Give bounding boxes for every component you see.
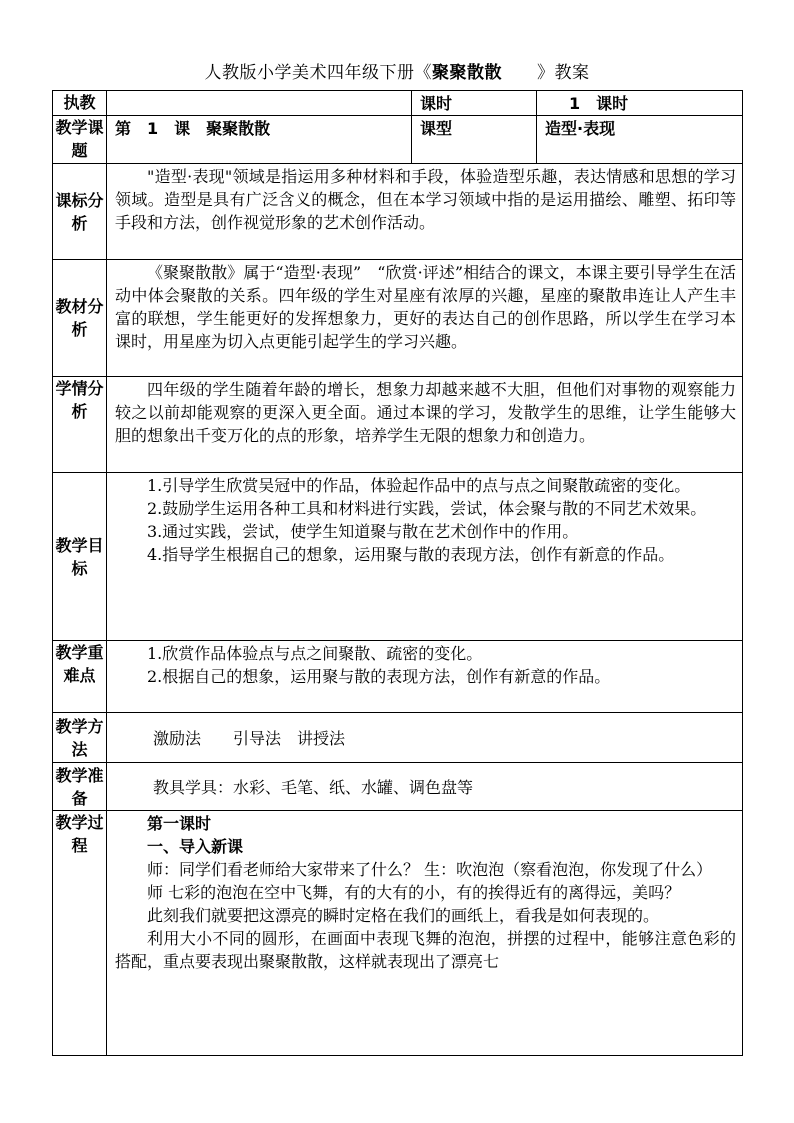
label-fangfa: 教学方法 <box>53 713 107 763</box>
label-kexing: 课型 <box>412 116 537 164</box>
label-zhongnan: 教学重难点 <box>53 641 107 713</box>
label-kebiao: 课标分析 <box>53 164 107 260</box>
xueqing-content <box>107 377 743 473</box>
zhunbei-text: 教具学具：水彩、毛笔、纸、水罐、调色盘等 <box>153 777 474 797</box>
mubiao-item-3: 3.通过实践，尝试，使学生知道聚与散在艺术创作中的作用。 <box>147 522 579 541</box>
row-zhongnan <box>53 641 743 713</box>
lesson-plan-table <box>52 90 743 1056</box>
kexing-value: 造型·表现 <box>537 116 743 164</box>
jiaocai-content <box>107 260 743 377</box>
fangfa-content <box>107 713 743 763</box>
row-kebiao <box>53 164 743 260</box>
mubiao-item-1: 1.引导学生欣赏吴冠中的作品，体验起作品中的点与点之间聚散疏密的变化。 <box>147 476 691 495</box>
row-guocheng <box>53 811 743 1056</box>
title-prefix: 人教版小学美术四年级下册《 <box>204 63 432 83</box>
row-header <box>53 91 743 116</box>
guocheng-para-3: 此刻我们就要把这漂亮的瞬时定格在我们的画纸上，看我是如何表现的。 <box>147 906 660 925</box>
label-keshi: 课时 <box>412 91 537 116</box>
title-suffix: 》教案 <box>502 63 590 83</box>
guocheng-para-2: 师 七彩的泡泡在空中飞舞，有的大有的小，有的挨得近有的离得远，美吗？ <box>147 883 681 902</box>
title-lesson-name: 聚聚散散 <box>432 63 502 83</box>
guocheng-heading-1: 第一课时 <box>147 814 212 833</box>
row-jiaocai <box>53 260 743 377</box>
guocheng-heading-2: 一、导入新课 <box>147 837 244 856</box>
guocheng-content <box>107 811 743 1056</box>
label-keti: 教学课题 <box>53 116 107 164</box>
mubiao-content <box>107 473 743 641</box>
row-mubiao <box>53 473 743 641</box>
label-jiaocai: 教材分析 <box>53 260 107 377</box>
guocheng-para-1: 师：同学们看老师给大家带来了什么？ 生：吹泡泡（察看泡泡，你发现了什么） <box>147 860 713 879</box>
fangfa-text: 激励法 引导法 讲授法 <box>153 728 346 748</box>
row-zhunbei <box>53 763 743 811</box>
mubiao-item-4: 4.指导学生根据自己的想象，运用聚与散的表现方法，创作有新意的作品。 <box>147 545 675 564</box>
label-zhijiao: 执教 <box>53 91 107 116</box>
page-title <box>0 58 794 83</box>
keti-value: 第 1 课 聚聚散散 <box>107 116 412 164</box>
kebiao-content <box>107 164 743 260</box>
kebiao-text: "造型·表现"领域是指运用多种材料和手段，体验造型乐趣，表达情感和思想的学习领域。造型是具有广泛含义的概念，但在本学习领域中指的是运用描绘、雕塑、拓印等手段和方法，创作视觉形象的艺术创作活动。 <box>115 167 736 232</box>
label-guocheng: 教学过程 <box>53 811 107 1056</box>
zhunbei-content <box>107 763 743 811</box>
zhijiao-value <box>107 91 412 116</box>
guocheng-para-4: 利用大小不同的圆形，在画面中表现飞舞的泡泡，拼摆的过程中，能够注意色彩的搭配，重点要表现出聚聚散散，这样就表现出了漂亮七 <box>115 929 736 971</box>
label-mubiao: 教学目标 <box>53 473 107 641</box>
xueqing-text: 四年级的学生随着年龄的增长，想象力却越来越不大胆，但他们对事物的观察能力较之以前却能观察的更深入更全面。通过本课的学习，发散学生的思维，让学生能够大胆的想象出千变万化的点的形象，培养学生无限的想象力和创造力。 <box>115 380 736 445</box>
zhongnan-item-2: 2.根据自己的想象，运用聚与散的表现方法，创作有新意的作品。 <box>147 667 611 686</box>
zhongnan-content <box>107 641 743 713</box>
row-xueqing <box>53 377 743 473</box>
jiaocai-text: 《聚聚散散》属于“造型·表现” “欣赏·评述”相结合的课文，本课主要引导学生在活动中体会聚散的关系。四年级的学生对星座有浓厚的兴趣，星座的聚散串连让人产生丰富的联想，学生能更好的发挥想象力，更好的表达自己的创作思路，所以学生在学习本课时，用星座为切入点更能引起学生的学习兴趣。 <box>115 263 736 351</box>
row-keti <box>53 116 743 164</box>
label-xueqing: 学情分析 <box>53 377 107 473</box>
zhongnan-item-1: 1.欣赏作品体验点与点之间聚散、疏密的变化。 <box>147 644 483 663</box>
mubiao-item-2: 2.鼓励学生运用各种工具和材料进行实践，尝试，体会聚与散的不同艺术效果。 <box>147 499 707 518</box>
row-fangfa <box>53 713 743 763</box>
keshi-value: 1 课时 <box>537 91 743 116</box>
label-zhunbei: 教学准备 <box>53 763 107 811</box>
